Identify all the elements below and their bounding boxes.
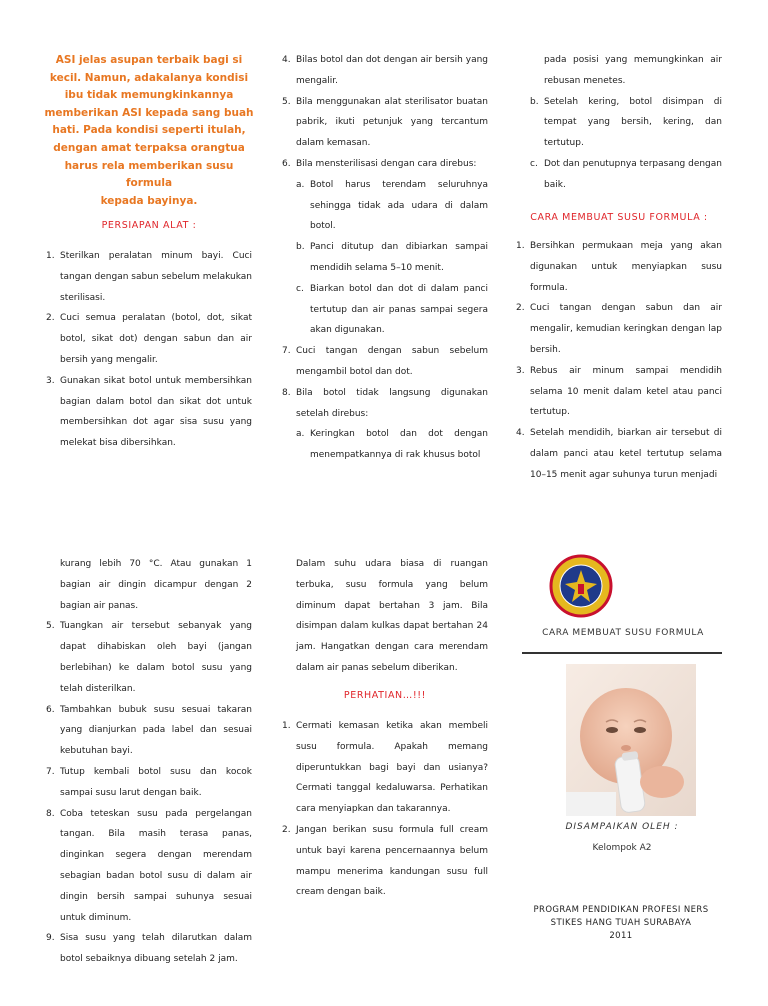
persiapan-heading: PERSIAPAN ALAT : [101,220,197,231]
sub-item: a. Keringkan botol dan dot dengan menempatkannya di rak khusus botol [296,429,488,461]
sub-item: c. Dot dan penutupnya terpasang dengan baik. [530,158,722,190]
intro-text [44,52,254,210]
list-item: 1. Bersihkan permukaan meja yang akan digunakan untuk menyiapkan susu formula. [516,241,722,293]
footer-line: PROGRAM PENDIDIKAN PROFESI NERS [533,905,709,915]
list-item: 2. Cuci semua peralatan (botol, dot, sikat botol, sikat dot) dengan sabun dan air bersih yang mengalir. [46,313,252,365]
stikes-logo-icon [549,554,613,618]
list-item: 8. Coba teteskan susu pada pergelangan tangan. Bila masih terasa panas, dinginkan segera dengan merendam sebagian badan botol susu di dalam air dingin bersih sampai suhunya sesuai untuk diminum. [46,808,252,923]
sub-item: a. Botol harus terendam seluruhnya sehingga tidak ada udara di dalam botol. [296,179,488,232]
list-item: 8. Bila botol tidak langsung digunakan setelah direbus: [282,387,488,419]
group-name: Kelompok A2 [592,843,652,853]
list-item: 4. Setelah mendidih, biarkan air tersebut di dalam panci atau ketel tertutup selama 10–15 menit agar suhunya turun menjadi [516,428,722,480]
intro-line: kepada bayinya. [100,194,198,207]
intro-line: kecil. Namun, adakalanya kondisi [49,71,249,84]
sterilisation-list [282,50,488,466]
sub-item: b. Setelah kering, botol disimpan di tempat yang bersih, kering, dan tertutup. [530,96,722,149]
institution-footer [516,904,726,943]
list-item: 5. Bila menggunakan alat sterilisator buatan pabrik, ikuti petunjuk yang tercantum dalam kemasan. [282,96,488,149]
list-item: 9. Sisa susu yang telah dilarutkan dalam botol sebaiknya dibuang setelah 2 jam. [46,933,252,965]
list-item: 3. Rebus air minum sampai mendidih selama 10 menit dalam ketel atau panci tertutup. [516,365,722,418]
intro-line: memberikan ASI kepada sang buah [44,106,254,119]
intro-line: dengan amat terpaksa orangtua [53,141,245,154]
list-item-continued: kurang lebih 70 °C. Atau gunakan 1 bagian air dingin dicampur dengan 2 bagian air panas. [60,559,252,611]
list-item: 7. Cuci tangan dengan sabun sebelum mengambil botol dan dot. [282,346,488,377]
cover-title: CARA MEMBUAT SUSU FORMULA [542,628,704,638]
sub-item-continued: pada posisi yang memungkinkan air rebusan menetes. [544,55,722,86]
list-item: 2. Jangan berikan susu formula full cream untuk bayi karena pencernaannya belum mampu menerima kandungan susu full cream dengan baik. [282,824,488,898]
list-item: 2. Cuci tangan dengan sabun dan air mengalir, kemudian keringkan dengan lap bersih. [516,303,722,355]
list-item: 5. Tuangkan air tersebut sebanyak yang dapat dihabiskan oleh bayi (jangan berlebihan) ke dalam botol susu yang telah disterilkan. [46,621,252,694]
list-item: 3. Gunakan sikat botol untuk membersihkan bagian dalam botol dan sikat dot untuk membersihkan dot agar sisa susu yang melekat bisa dibersihkan. [46,375,252,449]
intro-line: ibu tidak memungkinkannya [64,89,234,102]
perhatian-heading: PERHATIAN…!!! [343,690,427,701]
list-item: 1. Sterilkan peralatan minum bayi. Cuci tangan dengan sabun sebelum melakukan sterilisasi. [46,251,253,303]
intro-line: harus rela memberikan susu formula [64,159,234,190]
storage-paragraph: Dalam suhu udara biasa di ruangan terbuka, susu formula yang belum diminum dapat bertahan 3 jam. Bila disimpan dalam kulkas dapat bertahan 24 jam. Hangatkan dengan cara merendam dalam air panas sebelum diberikan. [296,559,488,673]
sub-item: c. Biarkan botol dan dot di dalam panci tertutup dan air panas sampai segera akan digunakan. [296,283,488,336]
sub-item: b. Panci ditutup dan dibiarkan sampai mendidih selama 5–10 menit. [296,242,488,273]
title-underline [522,652,722,654]
list-item: 4. Bilas botol dan dot dengan air bersih yang mengalir. [282,55,488,86]
list-item: 1. Cermati kemasan ketika akan membeli susu formula. Apakah memang diperuntukkan bagi bayi dan usianya? Cermati tanggal kedaluwarsa. Perhatikan cara menyiapkan dan takarannya. [282,721,488,815]
persiapan-list [46,246,252,454]
perhatian-list [282,716,488,903]
sterilisation-continued [516,50,722,196]
footer-line: STIKES HANG TUAH SURABAYA [550,918,692,928]
list-item: 6. Tambahkan bubuk susu sesuai takaran yang dianjurkan pada label dan sesuai kebutuhan bayi. [46,704,252,757]
list-item: 6. Bila mensterilisasi dengan cara direbus: [282,158,477,169]
presented-by-label: DISAMPAIKAN OLEH : [565,822,679,832]
baby-photo-icon [566,664,696,816]
cara-membuat-heading: CARA MEMBUAT SUSU FORMULA : [530,212,708,223]
cara-membuat-list [516,236,722,486]
footer-line: 2011 [609,931,633,941]
intro-line: ASI jelas asupan terbaik bagi si [55,54,243,66]
list-item: 7. Tutup kembali botol susu dan kocok sampai susu larut dengan baik. [46,766,252,798]
cara-membuat-continued [46,554,252,970]
intro-line: hati. Pada kondisi seperti itulah, [52,124,246,137]
